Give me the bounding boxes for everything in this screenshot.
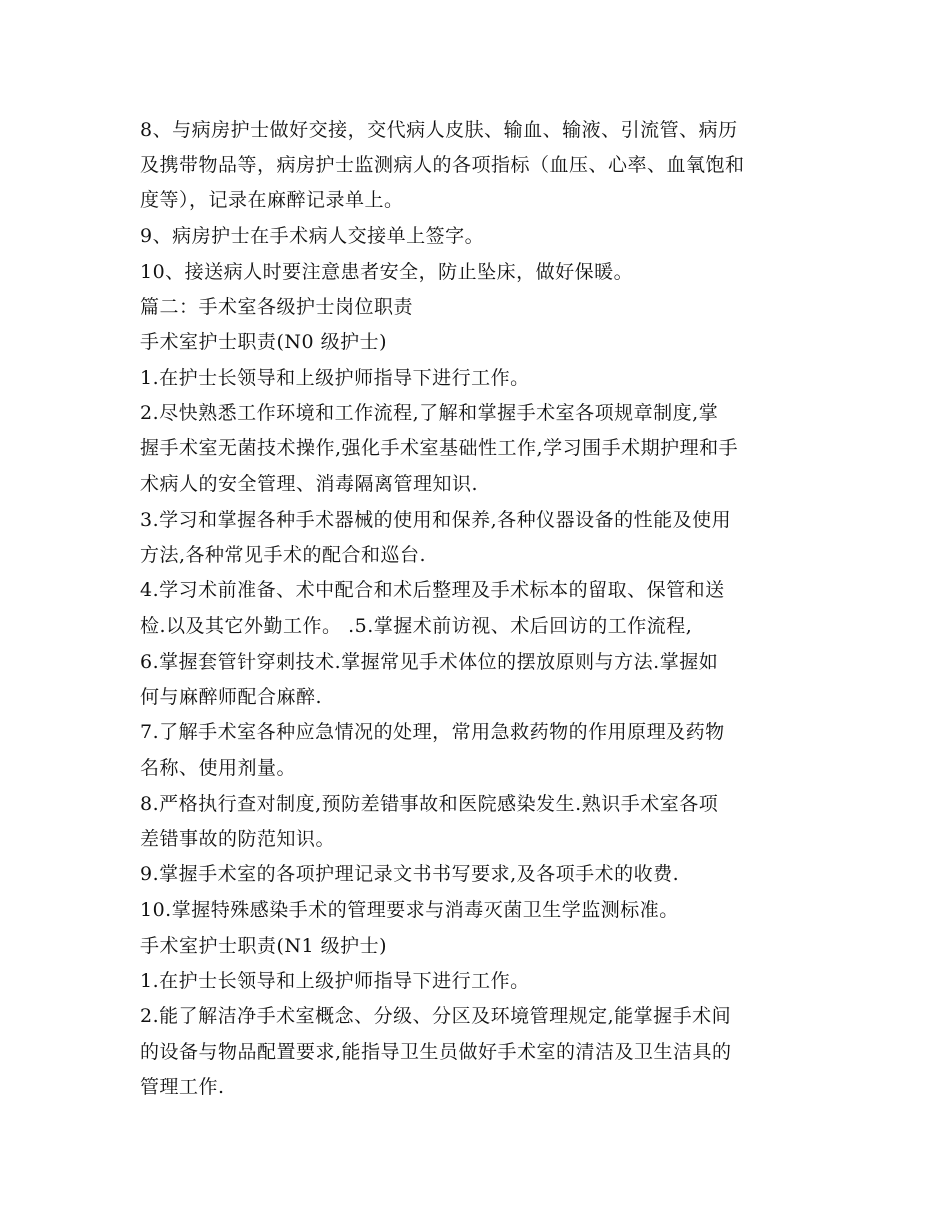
text-line: 10.掌握特殊感染手术的管理要求与消毒灭菌卫生学监测标准。 bbox=[140, 899, 679, 921]
section-heading: 篇二：手术室各级护士岗位职责 bbox=[140, 296, 414, 318]
text-line: 2.尽快熟悉工作环境和工作流程,了解和掌握手术室各项规章制度,掌 bbox=[140, 402, 719, 424]
text-line: 方法,各种常见手术的配合和巡台. bbox=[140, 544, 427, 566]
text-line: 握手术室无菌技术操作,强化手术室基础性工作,学习围手术期护理和手 bbox=[140, 437, 739, 459]
text-line: 及携带物品等，病房护士监测病人的各项指标（血压、心率、血氧饱和 bbox=[140, 154, 745, 176]
text-line: 1.在护士长领导和上级护师指导下进行工作。 bbox=[140, 970, 530, 992]
text-line: 度等），记录在麻醉记录单上。 bbox=[140, 189, 404, 211]
subsection-heading: 手术室护士职责(N1 级护士) bbox=[140, 935, 388, 957]
text-line: 检.以及其它外勤工作。 .5.掌握术前访视、术后回访的工作流程, bbox=[140, 615, 693, 637]
text-line: 10、接送病人时要注意患者安全，防止坠床，做好保暖。 bbox=[140, 261, 634, 283]
text-line: 2.能了解洁净手术室概念、分级、分区及环境管理规定,能掌握手术间 bbox=[140, 1005, 732, 1027]
text-line: 名称、使用剂量。 bbox=[140, 757, 297, 779]
text-line: 3.学习和掌握各种手术器械的使用和保养,各种仪器设备的性能及使用 bbox=[140, 509, 732, 531]
text-line: 8.严格执行查对制度,预防差错事故和医院感染发生.熟识手术室各项 bbox=[140, 793, 719, 815]
text-line: 术病人的安全管理、消毒隔离管理知识. bbox=[140, 473, 479, 495]
text-line: 7.了解手术室各种应急情况的处理，常用急救药物的作用原理及药物 bbox=[140, 721, 725, 743]
text-line: 8、与病房护士做好交接，交代病人皮肤、输血、输液、引流管、病历 bbox=[140, 119, 738, 141]
subsection-heading: 手术室护士职责(N0 级护士) bbox=[140, 331, 388, 353]
text-line: 9、病房护士在手术病人交接单上签字。 bbox=[140, 225, 485, 247]
text-line: 6.掌握套管针穿刺技术.掌握常见手术体位的摆放原则与方法.掌握如 bbox=[140, 651, 719, 673]
text-line: 管理工作. bbox=[140, 1076, 225, 1098]
text-line: 差错事故的防范知识。 bbox=[140, 828, 336, 850]
text-line: 的设备与物品配置要求,能指导卫生员做好手术室的清洁及卫生洁具的 bbox=[140, 1041, 732, 1063]
text-line: 1.在护士长领导和上级护师指导下进行工作。 bbox=[140, 367, 530, 389]
text-line: 何与麻醉师配合麻醉. bbox=[140, 686, 323, 708]
text-line: 9.掌握手术室的各项护理记录文书书写要求,及各项手术的收费. bbox=[140, 863, 680, 885]
text-line: 4.学习术前准备、术中配合和术后整理及手术标本的留取、保管和送 bbox=[140, 579, 725, 601]
